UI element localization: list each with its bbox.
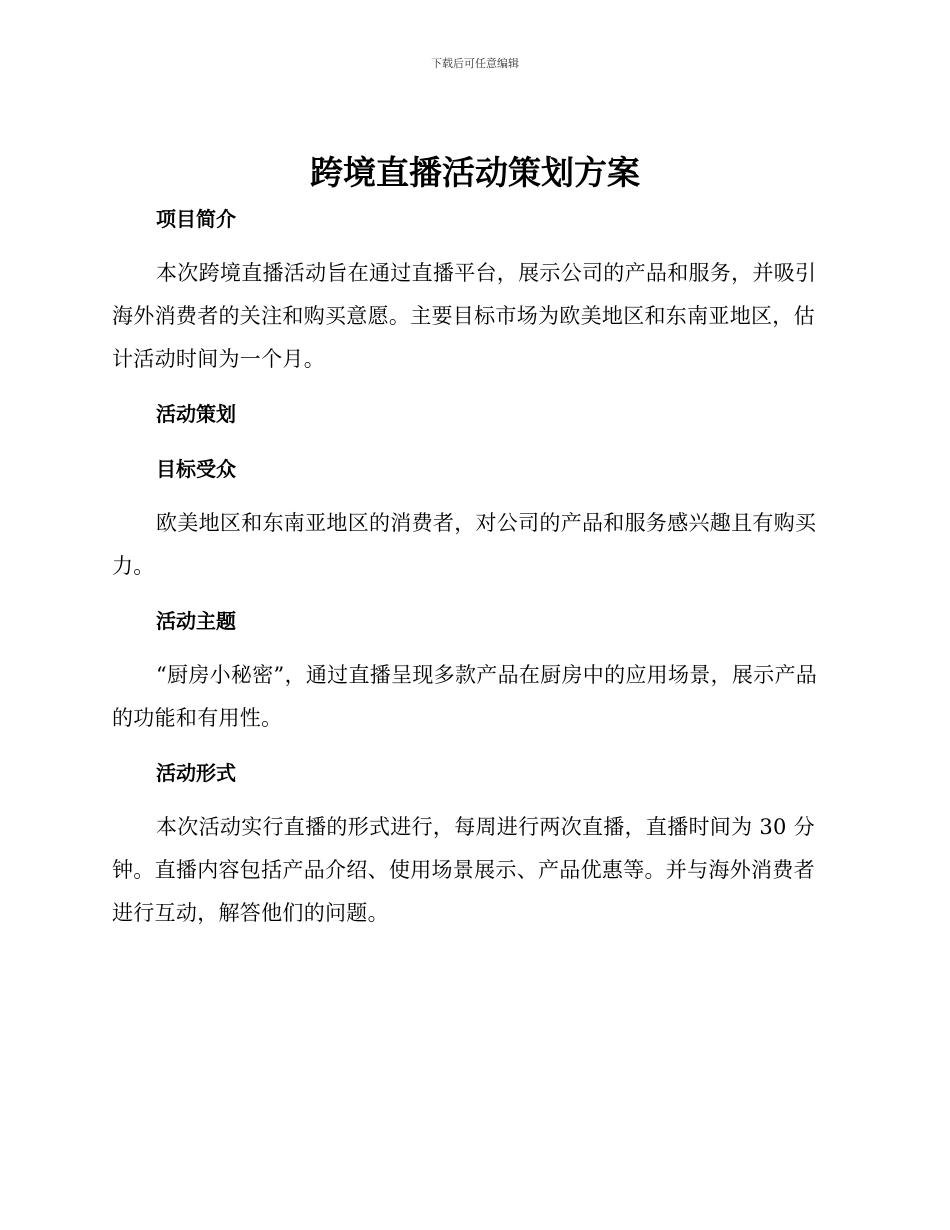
paragraph-format: 本次活动实行直播的形式进行，每周进行两次直播，直播时间为 30 分钟。直播内容包括产品介绍、使用场景展示、产品优惠等。并与海外消费者进行互动，解答他们的问题。 (112, 815, 815, 925)
heading-theme: 活动主题 (156, 609, 236, 633)
heading-audience: 目标受众 (156, 457, 236, 481)
paragraph-intro: 本次跨境直播活动旨在通过直播平台，展示公司的产品和服务，并吸引海外消费者的关注和购买意愿。主要目标市场为欧美地区和东南亚地区，估计活动时间为一个月。 (112, 261, 817, 371)
header-note: 下载后可任意编辑 (431, 57, 519, 70)
paragraph-theme: “厨房小秘密”，通过直播呈现多款产品在厨房中的应用场景，展示产品的功能和有用性。 (112, 663, 818, 730)
heading-planning: 活动策划 (156, 402, 236, 426)
heading-format: 活动形式 (156, 761, 236, 785)
paragraph-audience: 欧美地区和东南亚地区的消费者，对公司的产品和服务感兴趣且有购买力。 (112, 511, 817, 578)
heading-intro: 项目简介 (156, 207, 236, 231)
document-title: 跨境直播活动策划方案 (310, 153, 640, 192)
